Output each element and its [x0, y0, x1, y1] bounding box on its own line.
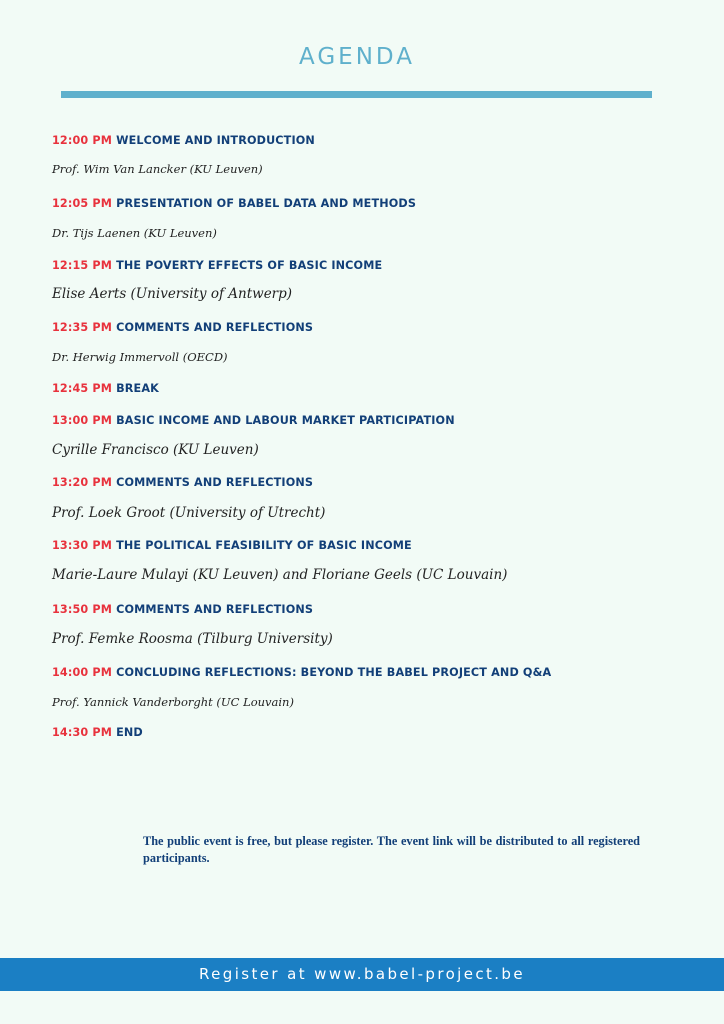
agenda-speaker: Dr. Herwig Immervoll (OECD): [52, 350, 228, 364]
agenda-label: COMMENTS AND REFLECTIONS: [116, 321, 314, 334]
agenda-time: 12:45 PM: [52, 382, 113, 395]
agenda-item-header: [52, 414, 455, 428]
agenda-time: 12:00 PM: [52, 134, 113, 147]
agenda-speaker: Elise Aerts (University of Antwerp): [52, 286, 293, 302]
agenda-item-header: [52, 382, 159, 396]
agenda-time: 13:20 PM: [52, 476, 113, 489]
agenda-item-header: [52, 259, 382, 273]
agenda-item-header: [52, 603, 313, 617]
agenda-label: THE POLITICAL FEASIBILITY OF BASIC INCOME: [116, 539, 412, 552]
agenda-speaker: Prof. Wim Van Lancker (KU Leuven): [52, 162, 263, 176]
agenda-label: END: [116, 726, 143, 739]
agenda-item-header: [52, 539, 412, 553]
agenda-label: THE POVERTY EFFECTS OF BASIC INCOME: [116, 259, 383, 272]
agenda-item-header: [52, 476, 313, 490]
agenda-label: COMMENTS AND REFLECTIONS: [116, 603, 314, 616]
agenda-time: 13:50 PM: [52, 603, 113, 616]
agenda-speaker: Cyrille Francisco (KU Leuven): [52, 442, 259, 458]
page-title: AGENDA: [299, 44, 415, 70]
register-banner[interactable]: Register at www.babel-project.be: [0, 958, 724, 991]
agenda-item-header: [52, 726, 143, 740]
agenda-item-header: [52, 134, 315, 148]
agenda-label: CONCLUDING REFLECTIONS: BEYOND THE BABEL PROJECT AND Q&A: [116, 666, 552, 679]
agenda-label: WELCOME AND INTRODUCTION: [116, 134, 315, 147]
agenda-time: 14:30 PM: [52, 726, 113, 739]
agenda-speaker: Prof. Loek Groot (University of Utrecht): [52, 505, 326, 521]
agenda-label: BREAK: [116, 382, 159, 395]
agenda-time: 13:00 PM: [52, 414, 113, 427]
agenda-item-header: [52, 321, 313, 335]
agenda-time: 12:35 PM: [52, 321, 113, 334]
agenda-time: 12:15 PM: [52, 259, 113, 272]
agenda-speaker: Marie-Laure Mulayi (KU Leuven) and Floriane Geels (UC Louvain): [52, 567, 508, 583]
agenda-label: PRESENTATION OF BABEL DATA AND METHODS: [116, 197, 417, 210]
agenda-label: COMMENTS AND REFLECTIONS: [116, 476, 314, 489]
agenda-speaker: Dr. Tijs Laenen (KU Leuven): [52, 226, 217, 240]
agenda-label: BASIC INCOME AND LABOUR MARKET PARTICIPATION: [116, 414, 455, 427]
agenda-item-header: [52, 197, 416, 211]
agenda-speaker: Prof. Femke Roosma (Tilburg University): [52, 631, 333, 647]
agenda-speaker: Prof. Yannick Vanderborght (UC Louvain): [52, 695, 294, 709]
agenda-time: 13:30 PM: [52, 539, 113, 552]
title-divider: [61, 91, 652, 98]
agenda-time: 14:00 PM: [52, 666, 113, 679]
agenda-item-header: [52, 666, 551, 680]
agenda-time: 12:05 PM: [52, 197, 113, 210]
registration-note: The public event is free, but please register. The event link will be distributed to all registered participants.: [143, 834, 640, 865]
